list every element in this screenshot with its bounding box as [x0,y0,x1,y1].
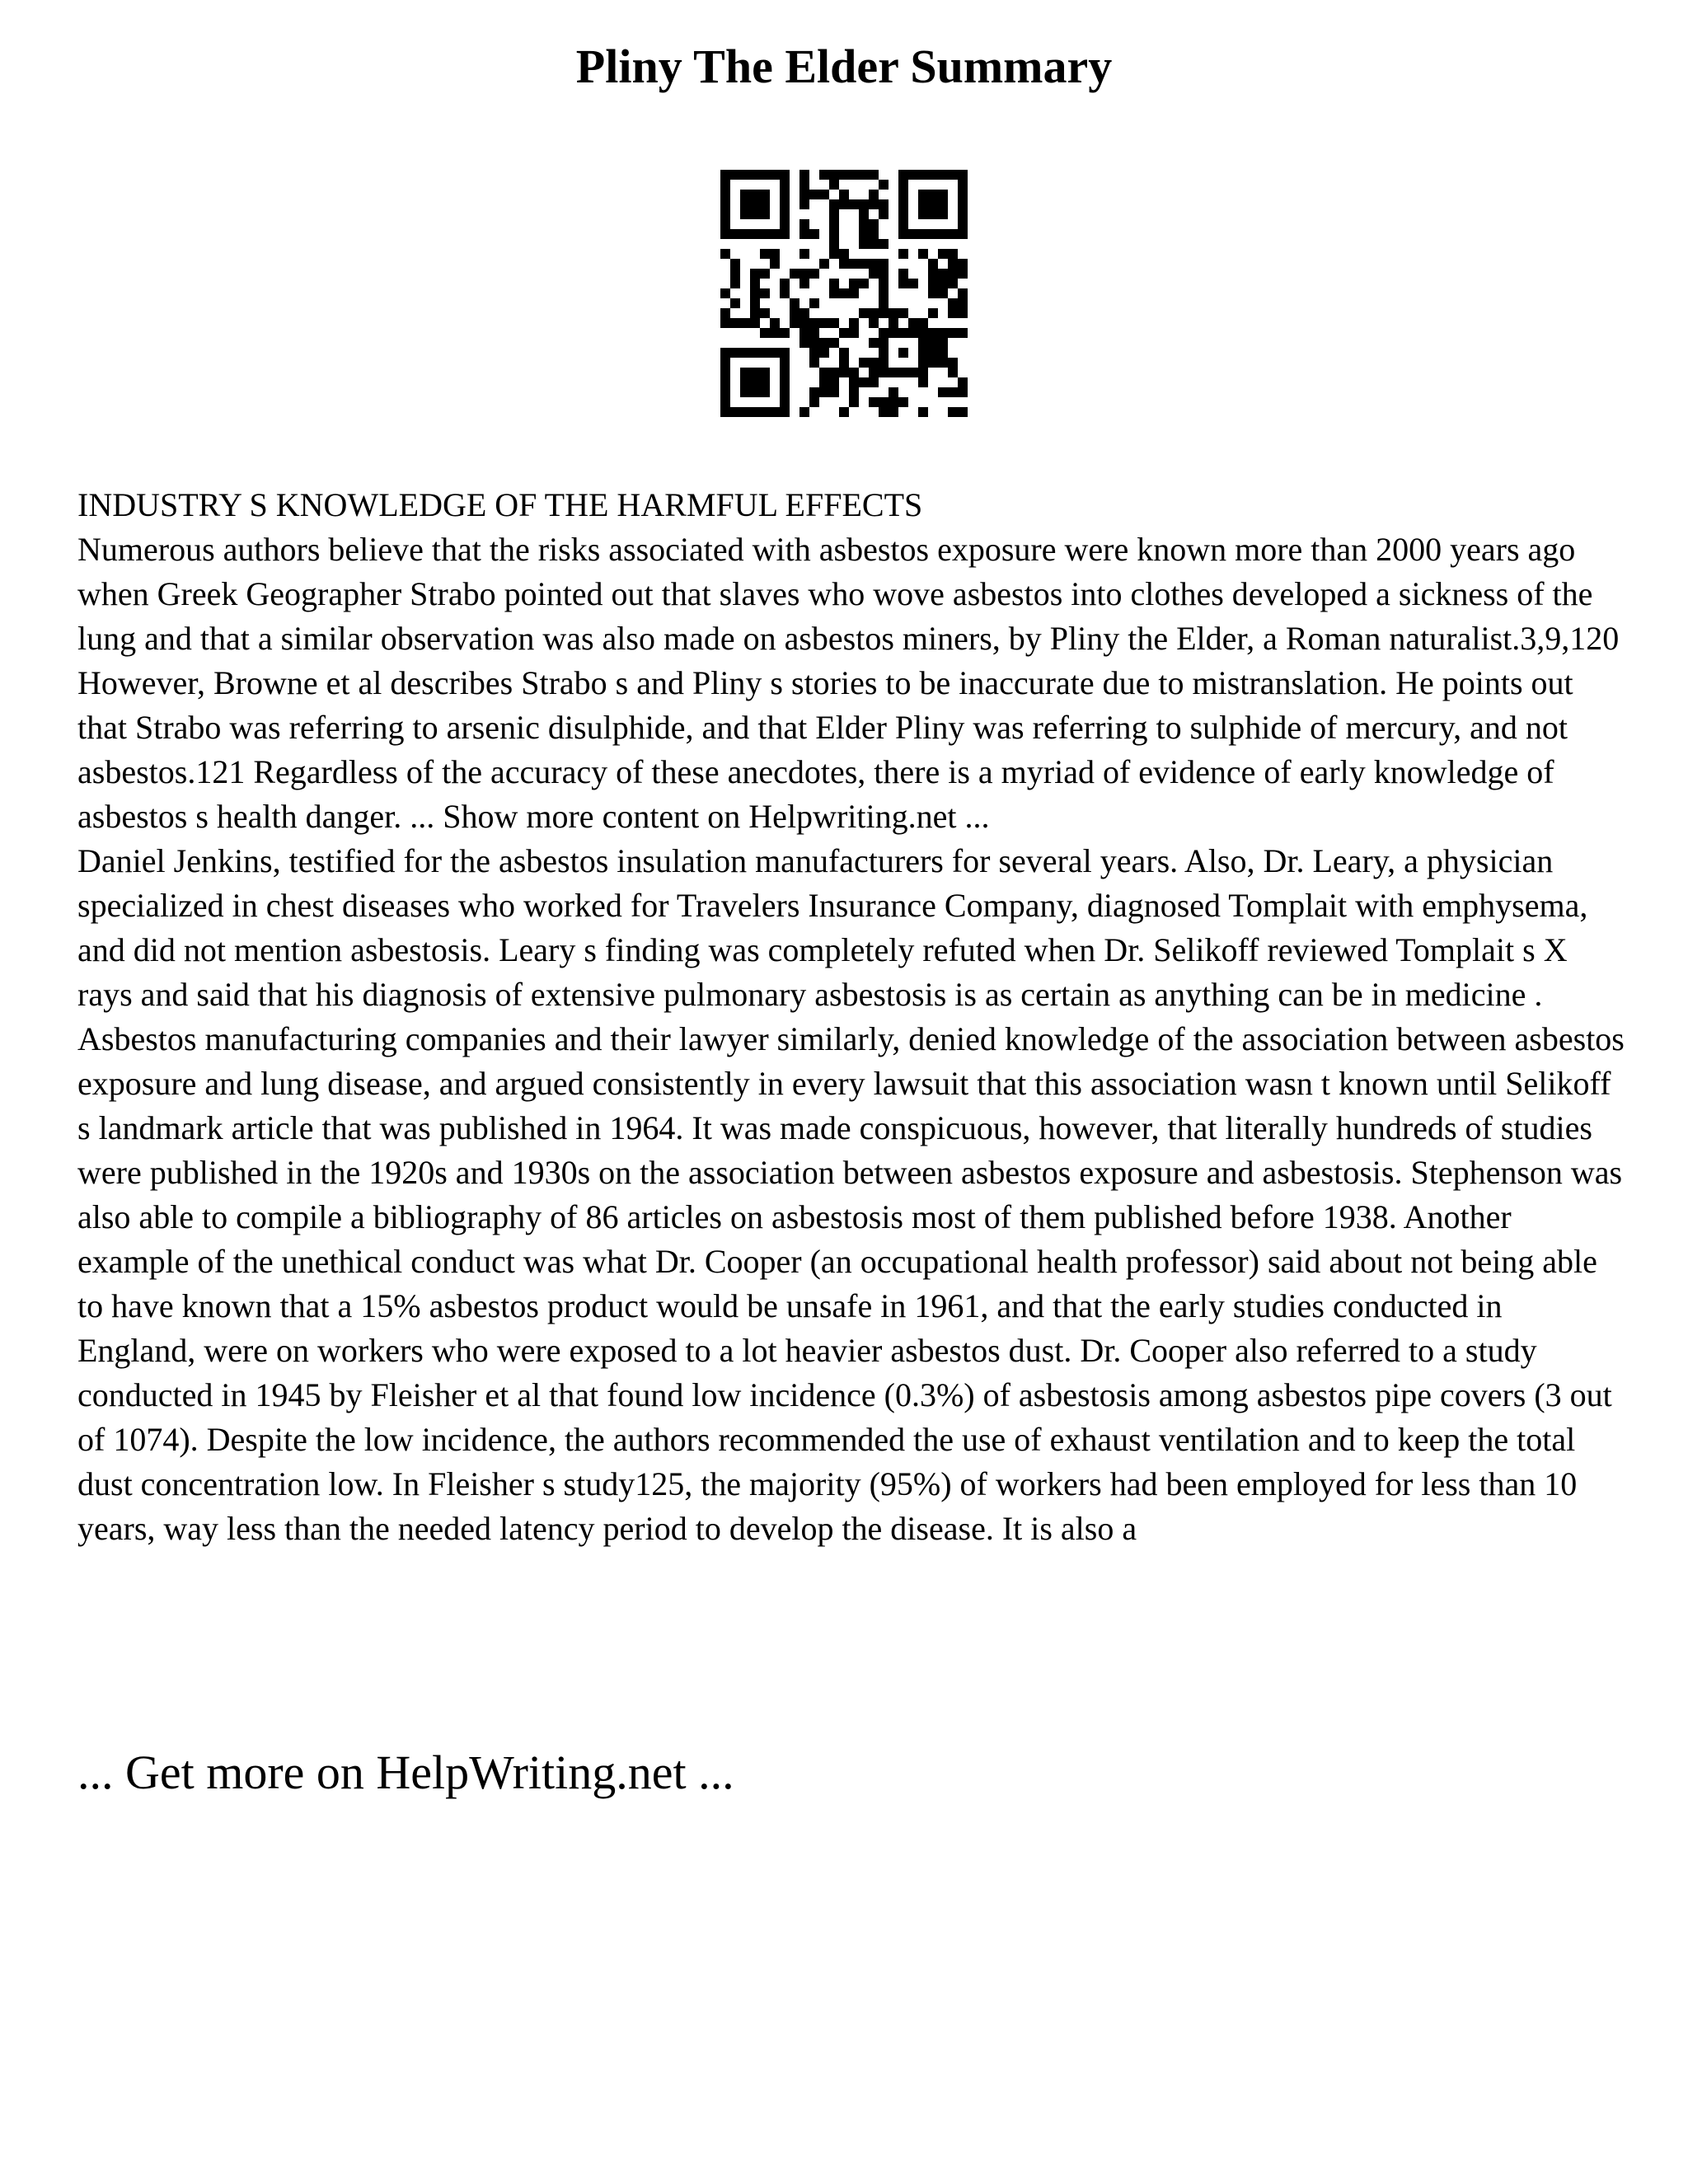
paragraph: Daniel Jenkins, testified for the asbestos insulation manufacturers for several years. Also, Dr. Leary, a physician specialized in chest diseases who worked for Travelers Insurance Company, diagnosed Tomplait with emphysema, and did not mention asbestosis. Leary s finding was completely refuted when Dr. Selikoff reviewed Tomplait s X rays and said that his diagnosis of extensive pulmonary asbestosis is as certain as anything can be in medicine . Asbestos manufacturing companies and their lawyer similarly, denied knowledge of the association between asbestos exposure and lung disease, and argued consistently in every lawsuit that this association wasn t known until Selikoff s landmark article that was published in 1964. It was made conspicuous, however, that literally hundreds of studies were published in the 1920s and 1930s on the association between asbestos exposure and asbestosis. Stephenson was also able to compile a bibliography of 86 articles on asbestosis most of them published before 1938. Another example of the unethical conduct was what Dr. Cooper (an occupational health professor) said about not being able to have known that a 15% asbestos product would be unsafe in 1961, and that the early studies conducted in England, were on workers who were exposed to a lot heavier asbestos dust. Dr. Cooper also referred to a study conducted in 1945 by Fleisher et al that found low incidence (0.3%) of asbestosis among asbestos pipe covers (3 out of 1074). Despite the low incidence, the authors recommended the use of exhaust ventilation and to keep the total dust concentration low. In Fleisher s study125, the majority (95%) of workers had been employed for less than 10 years, way less than the needed latency period to develop the disease. It is also a [77,842,1625,1547]
qr-code-icon [720,170,968,417]
get-more-link[interactable]: ... Get more on HelpWriting.net ... [77,1746,734,1799]
document-body [77,483,1627,1551]
section-heading: INDUSTRY S KNOWLEDGE OF THE HARMFUL EFFECTS [77,486,923,523]
paragraph: Numerous authors believe that the risks associated with asbestos exposure were known more than 2000 years ago when Greek Geographer Strabo pointed out that slaves who wove asbestos into clothes developed a sickness of the lung and that a similar observation was also made on asbestos miners, by Pliny the Elder, a Roman naturalist.3,9,120 However, Browne et al describes Strabo s and Pliny s stories to be inaccurate due to mistranslation. He points out that Strabo was referring to arsenic disulphide, and that Elder Pliny was referring to sulphide of mercury, and not asbestos.121 Regardless of the accuracy of these anecdotes, there is a myriad of evidence of early knowledge of asbestos s health danger. ... Show more content on Helpwriting.net ... [77,531,1620,835]
page-title: Pliny The Elder Summary [575,40,1113,93]
